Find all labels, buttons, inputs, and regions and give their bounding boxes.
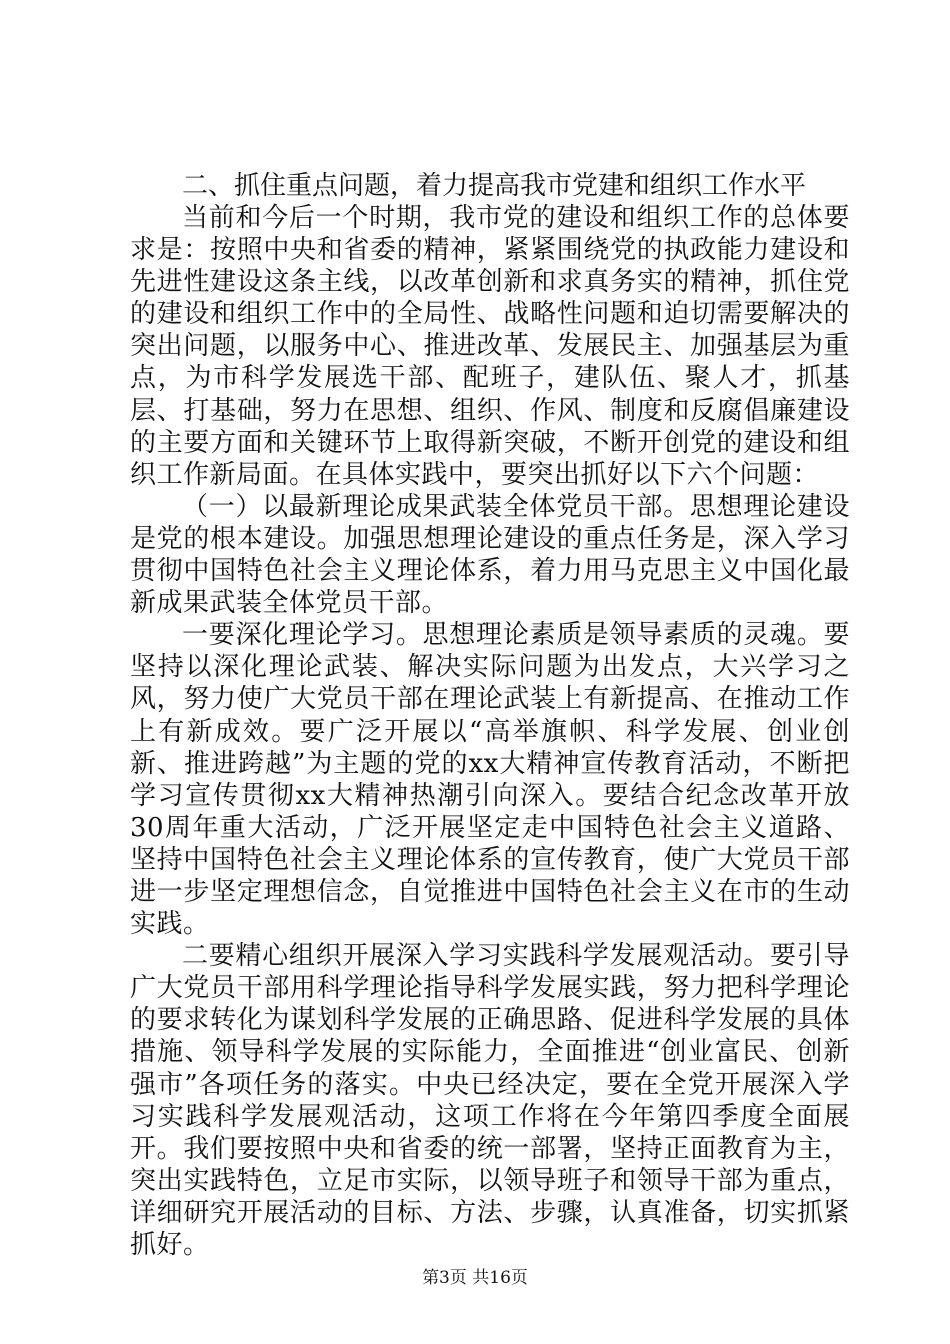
paragraph-theory-arming: （一）以最新理论成果武装全体党员干部。思想理论建设是党的根本建设。加强思想理论建设的重点任务是，深入学习贯彻中国特色社会主义理论体系，着力用马克思主义中国化最新成果武装全体党员干部。 — [130, 491, 850, 619]
paragraph-overall-requirements: 当前和今后一个时期，我市党的建设和组织工作的总体要求是：按照中央和省委的精神，紧紧围绕党的执政能力建设和先进性建设这条主线，以改革创新和求真务实的精神，抓住党的建设和组织工作中的全局性、战略性问题和迫切需要解决的突出问题，以服务中心、推进改革、发展民主、加强基层为重点，为市科学发展选干部、配班子，建队伍、聚人才，抓基层、打基础，努力在思想、组织、作风、制度和反腐倡廉建设的主要方面和关键环节上取得新突破，不断开创党的建设和组织工作新局面。在具体实践中，要突出抓好以下六个问题： — [130, 203, 850, 490]
paragraph-deepen-study: 一要深化理论学习。思想理论素质是领导素质的灵魂。要坚持以深化理论武装、解决实际问题为出发点，大兴学习之风，努力使广大党员干部在理论武装上有新提高、在推动工作上有新成效。要广泛开展以“高举旗帜、科学发展、创业创新、推进跨越”为主题的党的xx大精神宣传教育活动，不断把学习宣传贯彻xx大精神热潮引向深入。要结合纪念改革开放30周年重大活动，广泛开展坚定走中国特色社会主义道路、坚持中国特色社会主义理论体系的宣传教育，使广大党员干部进一步坚定理想信念，自觉推进中国特色社会主义在市的生动实践。 — [130, 620, 850, 940]
paragraph-scientific-development: 二要精心组织开展深入学习实践科学发展观活动。要引导广大党员干部用科学理论指导科学发展实践，努力把科学理论的要求转化为谋划科学发展的正确思路、促进科学发展的具体措施、领导科学发展的实际能力，全面推进“创业富民、创新强市”各项任务的落实。中央已经决定，要在全党开展深入学习实践科学发展观活动，这项工作将在今年第四季度全面展开。我们要按照中央和省委的统一部署，坚持正面教育为主，突出实践特色，立足市实际，以领导班子和领导干部为重点，详细研究开展活动的目标、方法、步骤，认真准备，切实抓紧抓好。 — [130, 941, 850, 1260]
document-body — [130, 170, 850, 1261]
section-heading: 二、抓住重点问题，着力提高我市党建和组织工作水平 — [182, 171, 807, 201]
page-footer: 第3页 共16页 — [422, 1268, 528, 1288]
